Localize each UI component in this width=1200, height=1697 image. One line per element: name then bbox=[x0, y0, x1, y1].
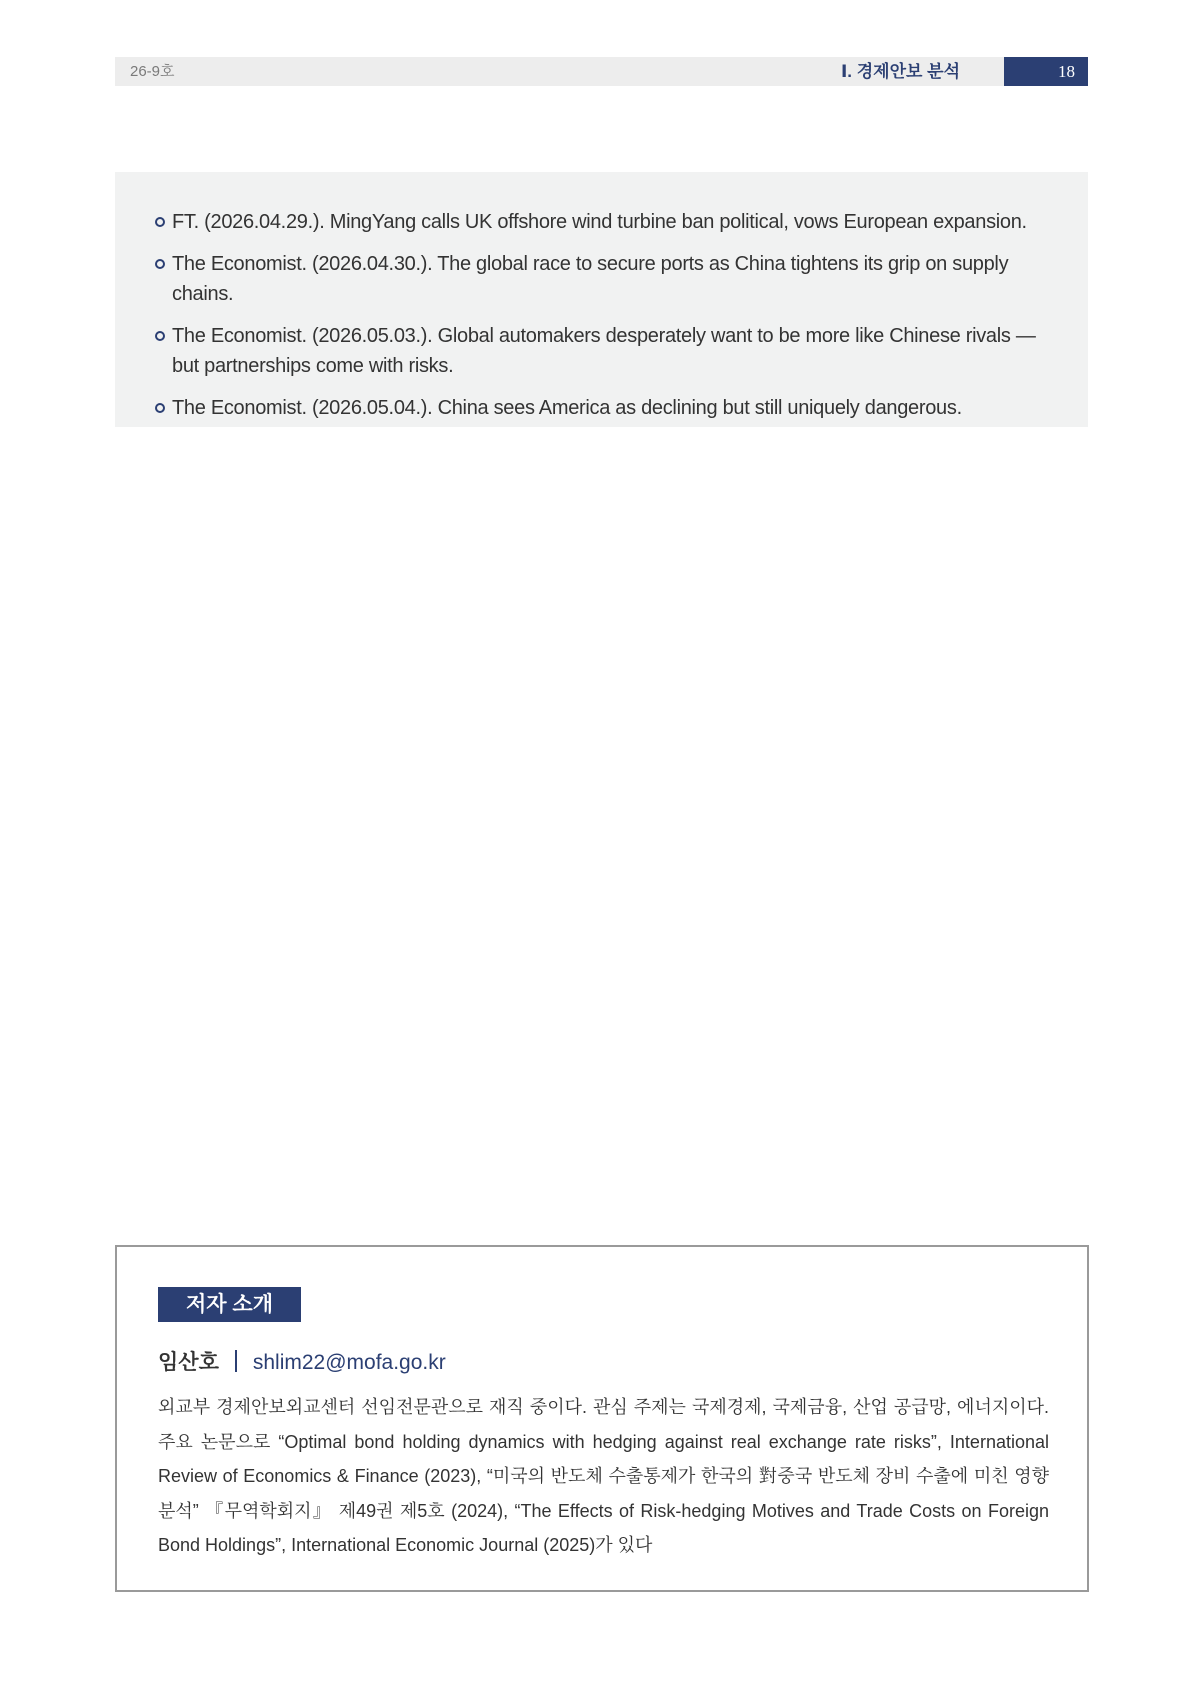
reference-item bbox=[155, 249, 1050, 309]
page-header bbox=[115, 57, 1088, 86]
issue-number: 26-9호 bbox=[130, 63, 175, 80]
reference-text: FT. (2026.04.29.). MingYang calls UK offshore wind turbine ban political, vows European expansion. bbox=[172, 211, 1027, 233]
author-profile bbox=[115, 1245, 1089, 1592]
section-title: Ⅰ. 경제안보 분석 bbox=[840, 62, 960, 81]
reference-item bbox=[155, 207, 1050, 237]
circle-bullet-icon bbox=[155, 403, 165, 413]
reference-item bbox=[155, 393, 1050, 423]
page-number: 18 bbox=[1004, 57, 1088, 86]
reference-item bbox=[155, 321, 1050, 381]
reference-list bbox=[115, 172, 1088, 427]
circle-bullet-icon bbox=[155, 259, 165, 269]
circle-bullet-icon bbox=[155, 217, 165, 227]
author-bio: 외교부 경제안보외교센터 선임전문관으로 재직 중이다. 관심 주제는 국제경제, 국제금융, 산업 공급망, 에너지이다. 주요 논문으로 “Optimal bond holding dynamics with hedging against real exchange rate risks”, International Review of Economics & Finance (2023), “미국의 반도체 수출통제가 한국의 對중국 반도체 장비 수출에 미친 영향 분석” 『무역학회지』 제49권 제5호 (2024), “The Effects of Risk-hedging Motives and Trade Costs on Foreign Bond Holdings”, International Economic Journal (2025)가 있다 bbox=[158, 1397, 1049, 1555]
author-contact bbox=[158, 1348, 446, 1378]
circle-bullet-icon bbox=[155, 331, 165, 341]
author-label: 저자 소개 bbox=[158, 1287, 301, 1322]
author-name: 임산호 bbox=[158, 1351, 219, 1374]
divider bbox=[235, 1350, 237, 1372]
reference-text: The Economist. (2026.04.30.). The global race to secure ports as China tightens its grip on supply chains. bbox=[172, 253, 1009, 305]
author-email[interactable]: shlim22@mofa.go.kr bbox=[252, 1351, 446, 1374]
reference-text: The Economist. (2026.05.04.). China sees America as declining but still uniquely dangerous. bbox=[172, 397, 962, 419]
reference-text: The Economist. (2026.05.03.). Global automakers desperately want to be more like Chinese rivals — but partnerships come with risks. bbox=[172, 325, 1036, 377]
